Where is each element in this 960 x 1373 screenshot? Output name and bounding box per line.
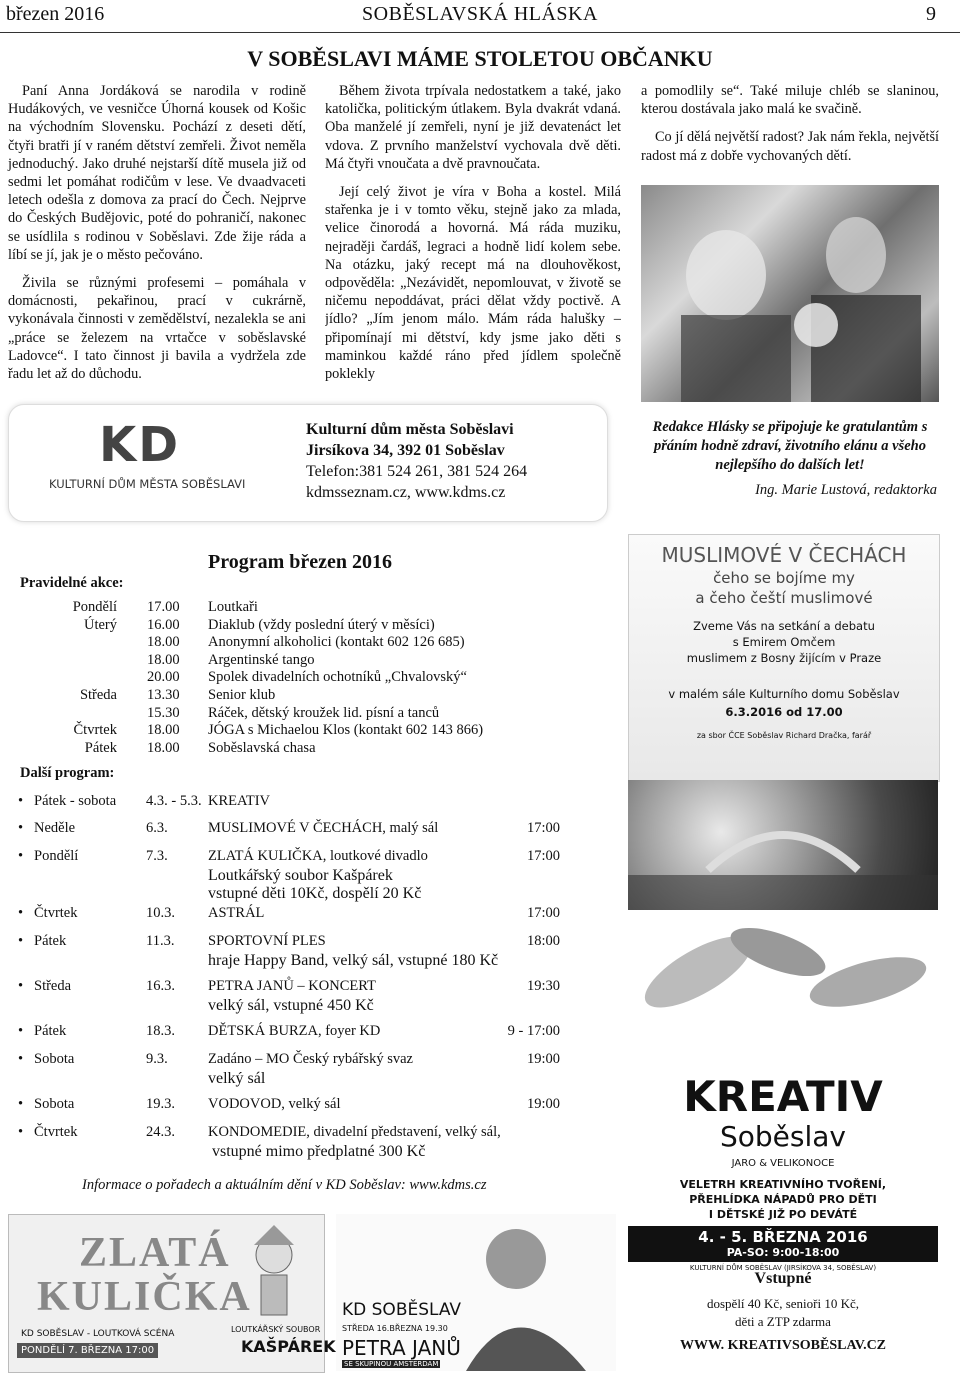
- bridge-illustration: [628, 780, 938, 910]
- zlata-kulicka-poster: [8, 1214, 336, 1373]
- program-title: Program březen 2016: [208, 551, 393, 573]
- kulicka-troupe-1: LOUTKÁŘSKÝ SOUBOR: [231, 1325, 321, 1334]
- kreativ-tagline-2: PŘEHLÍDKA NÁPADŮ PRO DĚTI: [689, 1193, 877, 1206]
- kulicka-title-2: KULIČKA: [37, 1274, 252, 1320]
- bullet-icon: •: [18, 848, 24, 864]
- kreativ-venue: KULTURNÍ DŮM SOBĚSLAV (JIRSÍKOVA 34, SOBĚSLAV): [689, 1264, 877, 1272]
- event-time: 18.00: [147, 739, 180, 756]
- kreativ-title: KREATIV: [683, 1072, 883, 1121]
- event-date: 10.3.: [146, 905, 175, 921]
- kulicka-subtitle: KD SOBĚSLAV - LOUTKOVÁ SCÉNA: [21, 1329, 175, 1339]
- article-paragraph: Co jí dělá největší radost? Jak nám řekla, největší radost má z dobře vychovaných dětí.: [641, 129, 939, 164]
- event-time: 13.30: [147, 687, 180, 703]
- event-name: PETRA JANŮ – KONCERT: [208, 978, 376, 994]
- bullet-icon: •: [18, 1023, 24, 1039]
- kd-phone: Telefon:381 524 261, 381 524 264: [306, 463, 528, 480]
- kreativ-poster: [628, 912, 938, 1362]
- petra-venue: KD SOBĚSLAV: [342, 1300, 462, 1320]
- kreativ-tagline-3: I DĚTSKÉ JIŽ PO DEVÁTÉ: [708, 1208, 858, 1221]
- kreativ-prices-free: děti a ZTP zdarma: [735, 1314, 831, 1329]
- event-day: Pondělí: [34, 848, 79, 864]
- event-time: 18.00: [147, 722, 180, 739]
- event-day: Pátek - sobota: [34, 793, 117, 809]
- kd-address: Jirsíkova 34, 392 01 Soběslav: [306, 442, 505, 459]
- muslim-poster-guest: s Emirem Omčem: [732, 635, 836, 649]
- event-name: Diaklub (vždy poslední úterý v měsíci): [208, 616, 435, 633]
- kulicka-date: PONDĚLÍ 7. BŘEZNA 17:00: [17, 1343, 158, 1358]
- kd-name: Kulturní dům města Soběslavi: [306, 421, 514, 438]
- event-name: Ráček, dětský kroužek lid. písní a tanců: [208, 704, 440, 721]
- event-time: 19:00: [526, 1096, 560, 1112]
- event-date: 16.3.: [146, 978, 175, 994]
- event-name: DĚTSKÁ BURZA, foyer KD: [208, 1023, 381, 1039]
- event-detail: velký sál: [208, 1070, 266, 1087]
- article-paragraph: Živila se různými profesemi – pomáhala v domácnosti, pekařinou, prací v cukrárně, vykonávala činnosti v zemědělství, nezalekla se ani „práce se železem na vrtačce v soběslavské Ladovce“. I tato činnost ji bavila a vydržela zde řadu let až do důchodu.: [8, 275, 306, 383]
- bullet-icon: •: [18, 820, 24, 836]
- article-paragraph: Paní Anna Jordáková se narodila v rodině Hudákových, ve vesničce Úhorná kousek od Košic na východním Slovensku. Pochází z deseti dětí, čtyři bratři jí v raném dětství zemřeli. Život neměla jednoduchý. Jako druhé nejstarší dítě musela již od sedmi let pomáhat rodičům v lese. Ve dvaadvaceti letech odešla z domova za prací do Čech. Nejprve do Českých Budějovic, poté do pohraničí, nakonec se usídlila s rodinou v Soběslavi. Zde žije ráda a líbí se jí, jak je o město pečováno.: [8, 83, 306, 263]
- article-title: V SOBĚSLAVI MÁME STOLETOU OBČANKU: [247, 46, 713, 71]
- kd-contact: [306, 419, 596, 503]
- kd-web: kdmsseznam.cz, www.kdms.cz: [306, 484, 506, 501]
- petra-band: SE SKUPINOU AMSTERDAM: [344, 1360, 439, 1368]
- bullet-icon: •: [18, 905, 24, 921]
- event-time: 17:00: [526, 905, 560, 921]
- article-column-1: [8, 82, 306, 393]
- event-name: Anonymní alkoholici (kontakt 602 126 685): [208, 634, 465, 651]
- kreativ-hours: PA-SO: 9:00-18:00: [726, 1246, 840, 1259]
- event-date: 19.3.: [146, 1096, 175, 1112]
- bullet-icon: •: [18, 978, 24, 994]
- centenarian-photo: [641, 185, 939, 402]
- bullet-icon: •: [18, 933, 24, 949]
- muslim-poster-sub2: a čeho čeští muslimové: [695, 589, 873, 607]
- regular-label: Pravidelné akce:: [20, 575, 124, 591]
- event-name: KREATIV: [208, 793, 271, 809]
- page-header: [0, 0, 960, 30]
- article-paragraph: Její celý život je víra v Boha a kostel. Milá stařenka je i v tomto věku, stejně jako za mlada, velice činorodá a hovorná. Má ráda muziku, nejraději čardáš, legraci a hodně lidí kolem sebe. Na otázku, jaký recept má na dlouhověkost, odpověděla: „Nezávidět, nepomlouvat, v životě se ničemu nepoddávat, práci dělat vždy poctivě. A jídlo? „Jím jenom málo. Mám ráda halušky – připomínají mi dětství, kdy jsme jako děti s maminkou každé ráno před jídlem společně poklekly: [325, 184, 621, 383]
- event-time: 20.00: [147, 669, 180, 686]
- petra-janu-poster: [336, 1214, 616, 1371]
- event-date: 24.3.: [146, 1124, 175, 1140]
- event-day: Čtvrtek: [34, 1124, 78, 1140]
- photo-illustration: [641, 185, 939, 402]
- event-name: VODOVOD, velký sál: [208, 1096, 341, 1112]
- event-name: JÓGA s Michaelou Klos (kontakt 602 143 866): [208, 722, 484, 739]
- event-date: 7.3.: [146, 848, 168, 864]
- event-name: SPORTOVNÍ PLES: [208, 933, 326, 949]
- petra-date: STŘEDA 16.BŘEZNA 19.30: [342, 1324, 448, 1333]
- petra-name: PETRA JANŮ: [342, 1336, 461, 1360]
- leaf-decoration: [628, 912, 938, 1062]
- bridge-photo: [628, 780, 938, 910]
- event-day: Úterý: [83, 616, 117, 633]
- muslim-poster-sub1: čeho se bojíme my: [713, 569, 855, 587]
- event-detail: vstupné děti 10Kč, dospělí 20 Kč: [208, 885, 422, 902]
- kreativ-tagline-1: VELETRH KREATIVNÍHO TVOŘENÍ,: [679, 1178, 887, 1191]
- program-footer: Informace o pořadech a aktuálním dění v KD Soběslav: www.kdms.cz: [82, 1177, 487, 1193]
- article-column-2: [325, 82, 621, 392]
- event-day: Středa: [34, 978, 72, 994]
- event-name: Senior klub: [208, 687, 276, 703]
- kreativ-vstupne-label: Vstupné: [754, 1270, 812, 1287]
- event-day: Pondělí: [72, 599, 117, 615]
- event-detail: hraje Happy Band, velký sál, vstupné 180 Kč: [208, 952, 499, 969]
- muslim-poster-organizer: za sbor ČCE Soběslav Richard Dračka, farář: [696, 731, 872, 740]
- event-date: 18.3.: [146, 1023, 175, 1039]
- bullet-icon: •: [18, 793, 24, 809]
- muslim-poster-invite: Zveme Vás na setkání a debatu: [693, 619, 875, 633]
- kulicka-title-1: ZLATÁ: [79, 1230, 231, 1276]
- kreativ-dates: 4. - 5. BŘEZNA 2016: [698, 1228, 868, 1246]
- newspaper-title: SOBĚSLAVSKÁ HLÁSKA: [362, 3, 598, 25]
- event-time: 18.00: [147, 634, 180, 651]
- event-day: Neděle: [34, 820, 76, 836]
- event-day: Středa: [79, 687, 117, 703]
- other-label: Další program:: [20, 765, 115, 781]
- header-rule: [0, 32, 960, 33]
- event-detail: Loutkářský soubor Kašpárek: [208, 867, 393, 884]
- event-name: ASTRÁL: [208, 905, 265, 921]
- event-name: Spolek divadelních ochotníků „Chvalovský“: [208, 669, 467, 686]
- event-name: Argentinské tango: [208, 651, 315, 668]
- event-day: Pátek: [84, 739, 117, 756]
- event-time: 17:00: [526, 820, 560, 836]
- event-name: MUSLIMOVÉ V ČECHÁCH, malý sál: [208, 820, 439, 836]
- kd-info-box: [8, 404, 608, 522]
- article-paragraph: a pomodlily se“. Také miluje chléb se slaninou, kterou dostávala jako malá ke svačině.: [641, 83, 939, 118]
- event-date: 9.3.: [146, 1051, 168, 1067]
- event-time: 17.00: [147, 599, 180, 615]
- kreativ-web: WWW. KREATIVSOBĚSLAV.CZ: [679, 1338, 887, 1353]
- kreativ-prices: dospělí 40 Kč, senioři 10 Kč,: [706, 1296, 859, 1311]
- event-day: Sobota: [34, 1096, 75, 1112]
- kreativ-date-banner: [628, 1226, 938, 1262]
- event-name: Loutkaři: [208, 599, 258, 615]
- article-paragraph: Během života trpívala nedostatkem a také, jako katolička, politickým útlakem. Byla dvakrát vdaná. Oba manželé jí zemřeli, nyní je již devatenáct let vdova. Z prvního manželství vychovala dvě děti. Má čtyři vnoučata a dvě pravnoučata.: [325, 83, 621, 172]
- event-day: Čtvrtek: [73, 722, 117, 739]
- kreativ-season: JARO & VELIKONOCE: [731, 1158, 835, 1169]
- event-time: 19:00: [526, 1051, 560, 1067]
- event-time: 18:00: [526, 933, 560, 949]
- muslim-poster-venue: v malém sále Kulturního domu Soběslav: [668, 687, 900, 701]
- event-detail: velký sál, vstupné 450 Kč: [208, 997, 374, 1014]
- event-name: ZLATÁ KULIČKA, loutkové divadlo: [208, 848, 428, 864]
- event-day: Čtvrtek: [34, 905, 78, 921]
- article-column-3: [641, 82, 939, 175]
- event-date: 11.3.: [146, 933, 175, 949]
- muslim-poster: [628, 534, 940, 782]
- editorial-greeting: Redakce Hlásky se připojuje ke gratulantům s přáním hodně zdraví, životního elánu a všeho nejlepšího do dalších let!: [652, 419, 928, 473]
- event-day: Sobota: [34, 1051, 75, 1067]
- muslim-poster-date: 6.3.2016 od 17.00: [725, 705, 843, 719]
- page-number: 9: [926, 3, 936, 25]
- event-time: 18.00: [147, 651, 180, 668]
- bullet-icon: •: [18, 1096, 24, 1112]
- kulicka-troupe-2: KAŠPÁREK: [241, 1337, 336, 1356]
- puppet-illustration: [239, 1225, 309, 1320]
- issue-date: březen 2016: [6, 3, 105, 25]
- bullet-icon: •: [18, 1124, 24, 1140]
- event-name: Soběslavská chasa: [208, 739, 316, 756]
- muslim-poster-title: MUSLIMOVÉ V ČECHÁCH: [661, 543, 907, 567]
- event-name: KONDOMEDIE, divadelní představení, velký sál,: [208, 1124, 501, 1140]
- event-time: 19:30: [526, 978, 560, 994]
- event-day: Pátek: [34, 933, 67, 949]
- muslim-poster-guest-info: muslimem z Bosny žijícím v Praze: [686, 651, 882, 665]
- event-name: Zadáno – MO Český rybářský svaz: [208, 1051, 413, 1067]
- event-time: 9 - 17:00: [507, 1023, 560, 1039]
- event-time: 15.30: [147, 704, 180, 721]
- bullet-icon: •: [18, 1051, 24, 1067]
- event-date: 6.3.: [146, 820, 168, 836]
- event-time: 16.00: [147, 616, 180, 633]
- event-detail: vstupné mimo předplatné 300 Kč: [212, 1143, 426, 1160]
- event-day: Pátek: [34, 1023, 67, 1039]
- event-time: 17:00: [526, 848, 560, 864]
- kreativ-city: Soběslav: [720, 1120, 846, 1153]
- kd-logo-subtitle: KULTURNÍ DŮM MĚSTA SOBĚSLAVI: [49, 477, 246, 491]
- kd-logo: KD: [99, 417, 181, 473]
- event-date: 4.3. - 5.3.: [146, 793, 202, 809]
- author-signature: Ing. Marie Lustová, redaktorka: [755, 482, 937, 498]
